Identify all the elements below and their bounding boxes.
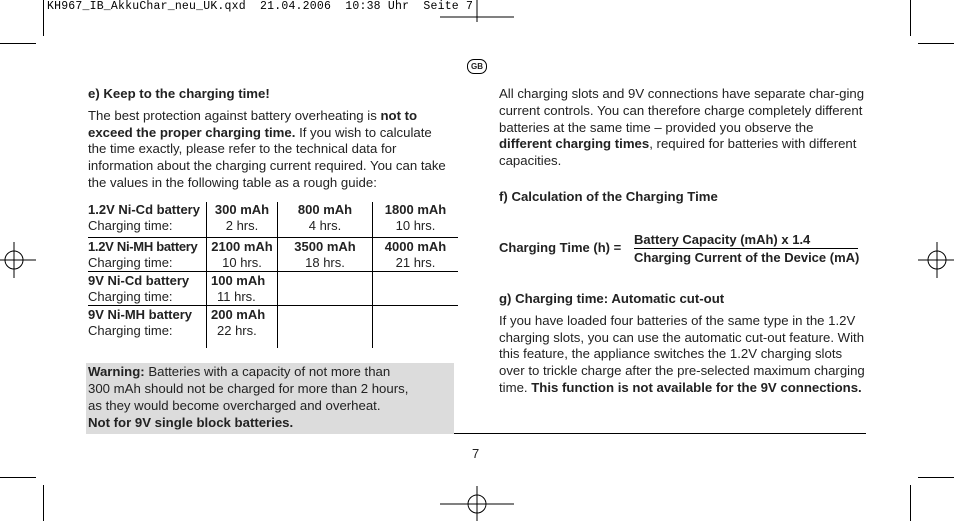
right-paragraph-1 xyxy=(499,86,869,170)
capacity-cell: 2100 mAh xyxy=(207,238,278,256)
time-cell: 11 hrs. xyxy=(207,289,278,306)
charging-time-label: Charging time: xyxy=(88,323,173,338)
time-cell xyxy=(278,323,373,339)
crop-mark xyxy=(0,477,36,478)
footer-rule xyxy=(454,433,866,434)
table-row xyxy=(88,202,458,218)
table-row xyxy=(88,289,458,306)
header-time: 10:38 Uhr xyxy=(345,0,410,13)
formula-fraction xyxy=(634,232,859,265)
warning-line: as they would become overcharged and overheat. xyxy=(88,398,381,413)
heading-auto-cutout: g) Charging time: Automatic cut-out xyxy=(499,291,725,306)
capacity-cell: 1800 mAh xyxy=(373,202,459,218)
time-cell: 21 hrs. xyxy=(373,255,459,272)
time-cell xyxy=(373,323,459,339)
registration-mark-top-icon xyxy=(440,0,514,22)
header-page-label: Seite 7 xyxy=(423,0,474,13)
charging-time-label: Charging time: xyxy=(88,218,173,233)
time-cell: 22 hrs. xyxy=(207,323,278,339)
capacity-cell xyxy=(278,306,373,324)
time-cell: 10 hrs. xyxy=(373,218,459,234)
intro-paragraph xyxy=(88,108,452,192)
charging-time-label: Charging time: xyxy=(88,255,173,270)
time-cell xyxy=(373,289,459,306)
intro-bold-text: not to exceed the proper charging time. xyxy=(88,107,418,140)
time-cell xyxy=(278,289,373,306)
left-column xyxy=(88,86,452,192)
file-header xyxy=(47,0,473,13)
capacity-cell: 100 mAh xyxy=(207,272,278,290)
capacity-cell: 3500 mAh xyxy=(278,238,373,256)
time-cell: 2 hrs. xyxy=(207,218,278,234)
capacity-cell: 200 mAh xyxy=(207,306,278,324)
battery-type: 9V Ni-MH battery xyxy=(88,306,207,324)
paragraph-text: If you have loaded four batteries of the same type in the 1.2V charging slots, you can use the automatic cut-out feature. With this feature, the appliance switches the 1.2V charging slots over to trickle charge after the pre-selected maximum charging time. xyxy=(499,312,865,395)
auto-cutout-paragraph xyxy=(499,313,869,397)
heading-calculation: f) Calculation of the Charging Time xyxy=(499,189,718,204)
paragraph-bold-text: This function is not available for the 9V connections. xyxy=(531,379,862,395)
formula-denominator: Charging Current of the Device (mA) xyxy=(634,250,860,265)
battery-type: 1.2V Ni-MH battery xyxy=(88,238,207,256)
warning-line: Not for 9V single block batteries. xyxy=(88,415,294,430)
registration-mark-left-icon xyxy=(0,242,36,278)
warning-text: Batteries with a capacity of not more than xyxy=(144,364,391,379)
language-badge: GB xyxy=(467,59,487,74)
paragraph-text: , required for batteries with different capacities. xyxy=(499,136,857,169)
crop-mark xyxy=(910,0,911,36)
registration-mark-bottom-icon xyxy=(440,486,514,521)
capacity-cell xyxy=(278,272,373,290)
crop-mark xyxy=(910,485,911,521)
heading-charging-time: e) Keep to the charging time! xyxy=(88,86,270,101)
capacity-cell xyxy=(373,272,459,290)
capacity-cell: 4000 mAh xyxy=(373,238,459,256)
table-row xyxy=(88,306,458,324)
table-row xyxy=(88,323,458,339)
paragraph-bold-text: different charging times xyxy=(499,136,650,152)
header-date: 21.04.2006 xyxy=(260,0,332,13)
right-section-g xyxy=(499,291,869,397)
warning-box xyxy=(86,363,454,434)
capacity-cell xyxy=(373,306,459,324)
crop-mark xyxy=(43,485,44,521)
crop-mark xyxy=(918,477,954,478)
table-spacer xyxy=(88,339,458,348)
time-cell: 4 hrs. xyxy=(278,218,373,234)
crop-mark xyxy=(0,43,36,44)
charging-time-table xyxy=(88,202,458,348)
page-number: 7 xyxy=(472,446,480,461)
battery-type: 9V Ni-Cd battery xyxy=(88,272,207,290)
separate-controls-text xyxy=(499,86,869,170)
intro-text: The best protection against battery overheating is xyxy=(88,107,381,123)
table-row xyxy=(88,218,458,234)
registration-mark-right-icon xyxy=(918,242,954,278)
table-row xyxy=(88,238,458,256)
table-row xyxy=(88,272,458,290)
warning-label: Warning: xyxy=(88,364,145,379)
crop-mark xyxy=(43,0,44,36)
table-row xyxy=(88,255,458,272)
formula-lhs: Charging Time (h) = xyxy=(499,240,622,255)
capacity-cell: 300 mAh xyxy=(207,202,278,218)
warning-line xyxy=(88,363,454,380)
battery-type: 1.2V Ni-Cd battery xyxy=(88,202,200,217)
formula-numerator: Battery Capacity (mAh) x 1.4 xyxy=(634,232,858,249)
time-cell: 18 hrs. xyxy=(278,255,373,272)
crop-mark xyxy=(918,43,954,44)
capacity-cell: 800 mAh xyxy=(278,202,373,218)
time-cell: 10 hrs. xyxy=(207,255,278,272)
warning-line: 300 mAh should not be charged for more than 2 hours, xyxy=(88,381,409,396)
header-filename: KH967_IB_AkkuChar_neu_UK.qxd xyxy=(47,0,246,13)
paragraph-text: All charging slots and 9V connections have separate char-ging current controls. You can therefore charge completely different batteries at the same time – provided you observe the xyxy=(499,86,865,135)
charging-time-label: Charging time: xyxy=(88,289,173,304)
intro-text: If you wish to calculate the time exactly, please refer to the technical data for information about the charging current required. You can take the values in the following table as a rough guide: xyxy=(88,124,446,190)
